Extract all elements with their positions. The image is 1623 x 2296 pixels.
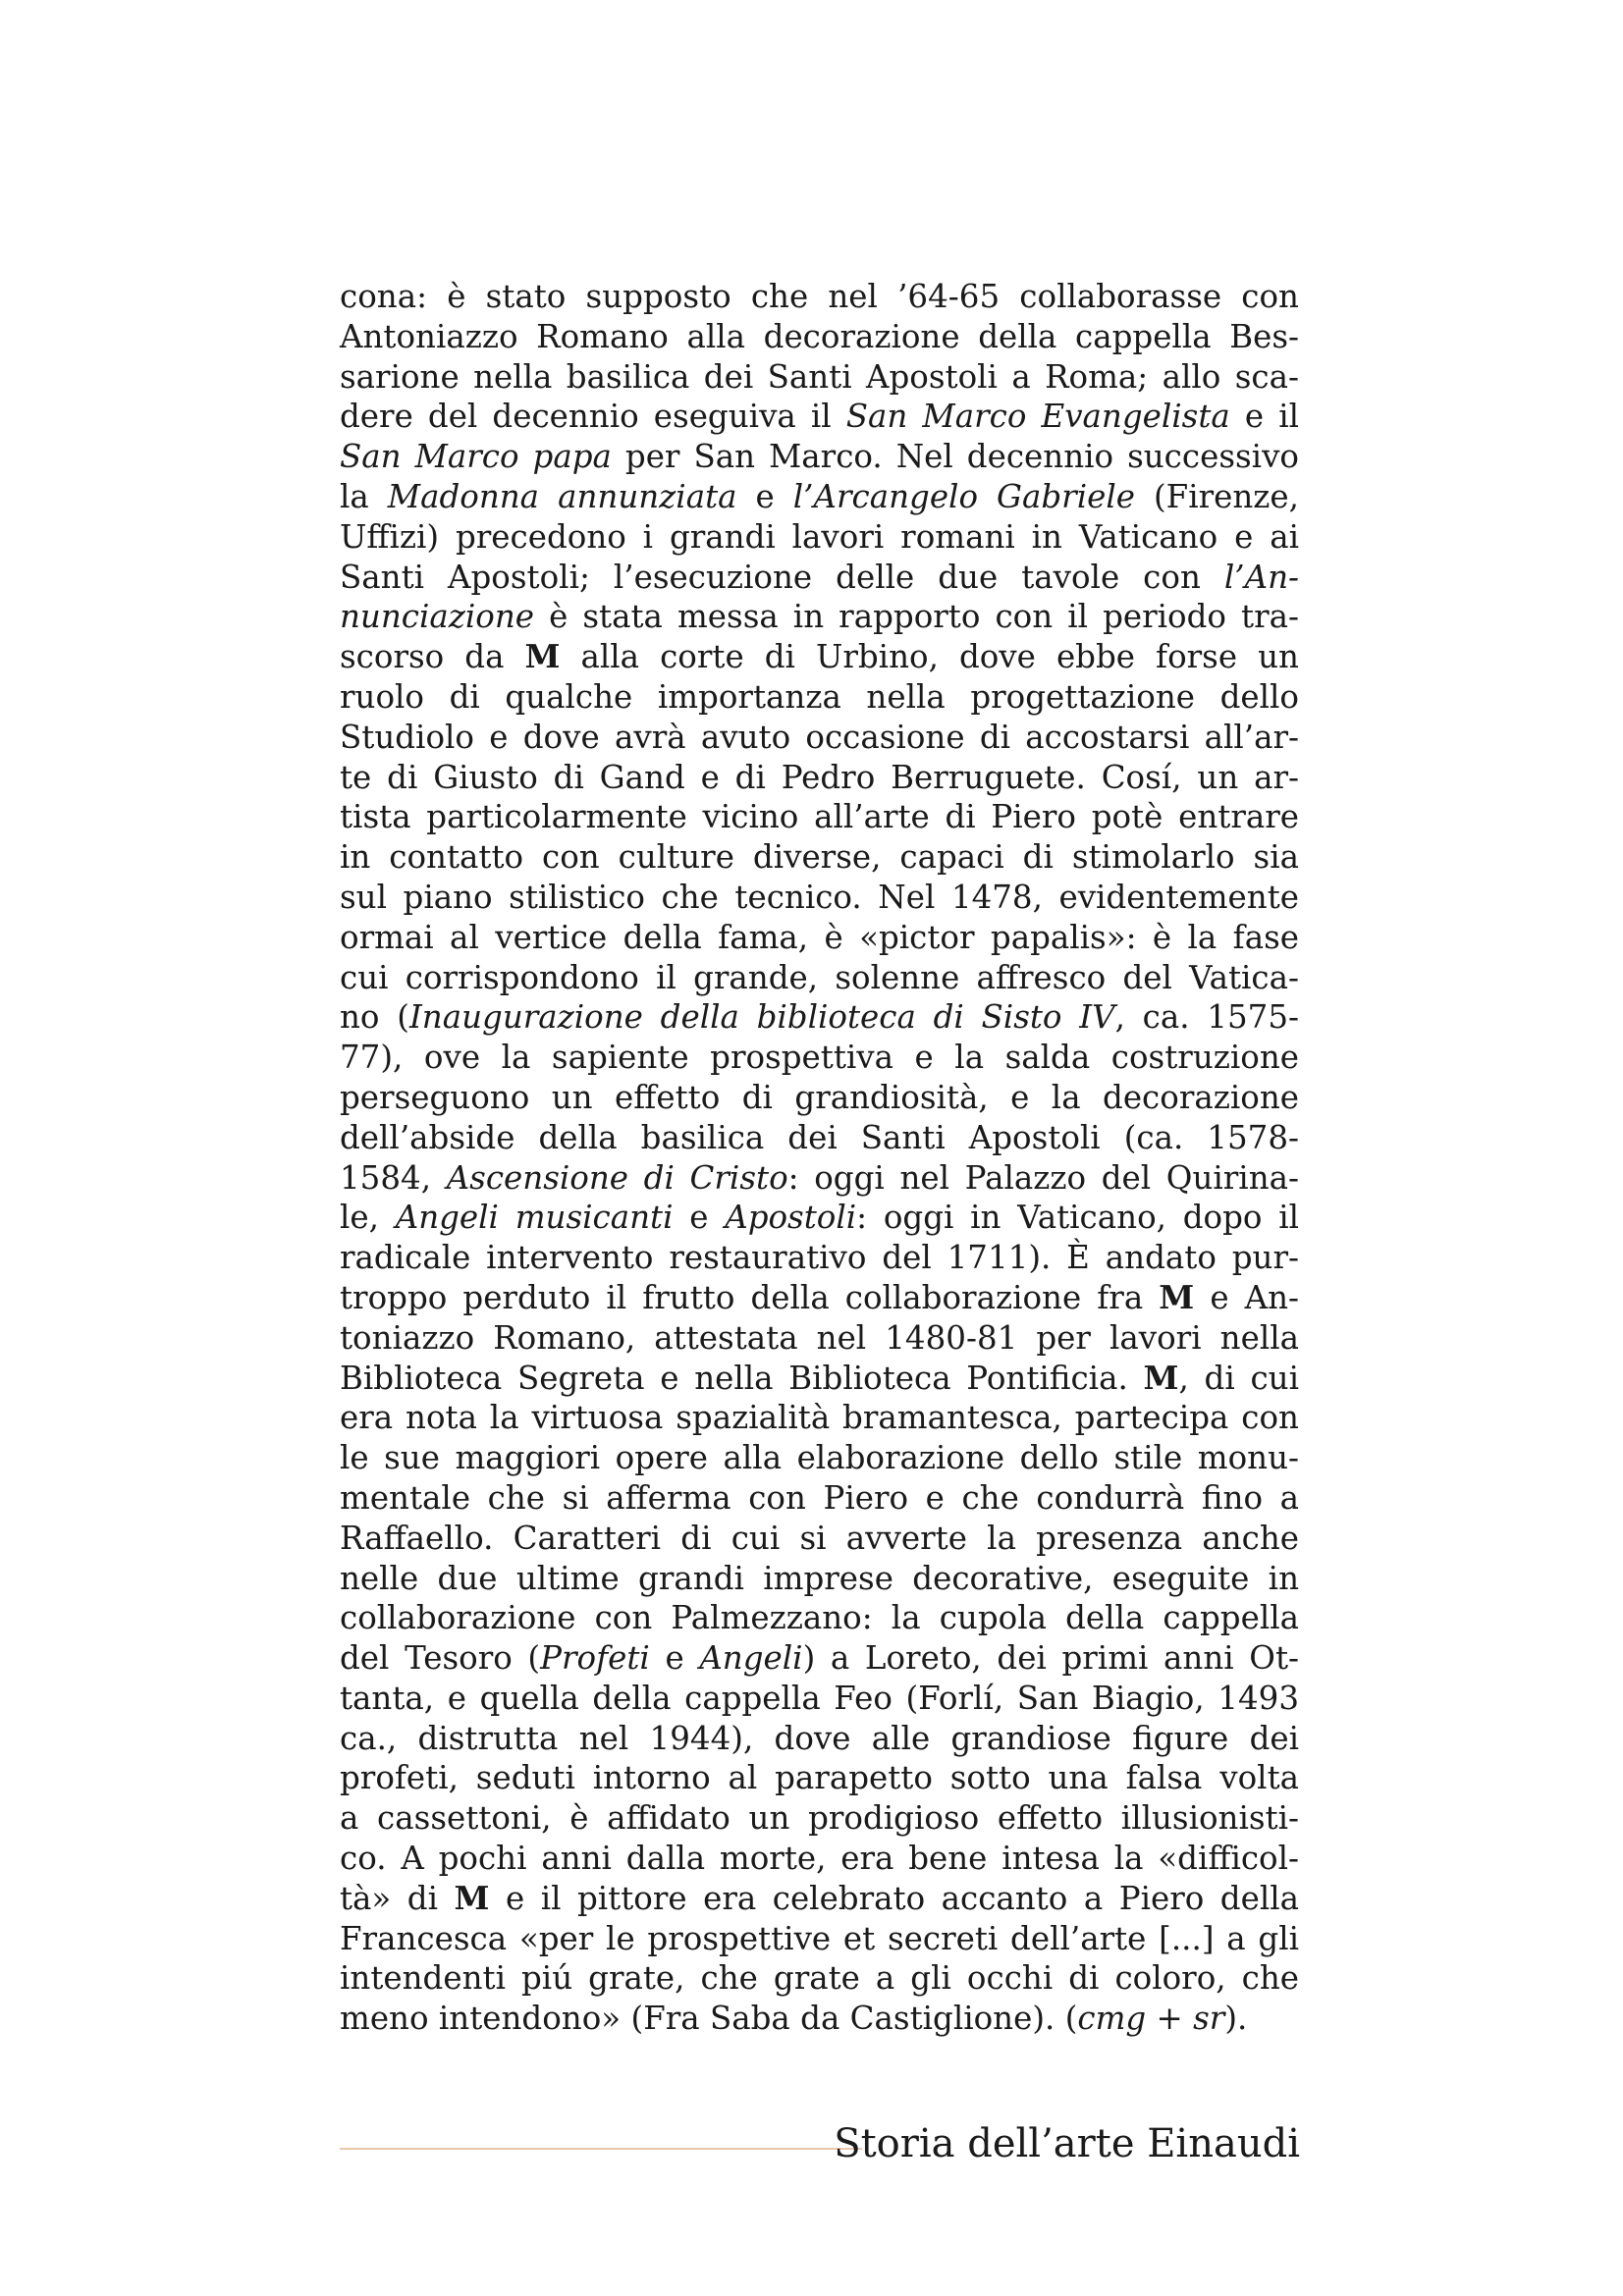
text-segment: Francesca «per le prospettive et secreti dell’arte [...] a gli — [340, 1919, 1299, 1957]
text-line — [340, 837, 1299, 878]
text-line — [340, 718, 1299, 758]
text-line — [340, 918, 1299, 958]
text-segment: per San Marco. Nel decennio successivo — [611, 438, 1299, 476]
text-line — [340, 1359, 1299, 1399]
italic-text: Ascensione di Cristo — [446, 1158, 788, 1197]
text-line — [340, 317, 1299, 357]
text-segment: : oggi nel Palazzo del Quirina- — [787, 1158, 1299, 1197]
italic-text: Apostoli — [725, 1199, 857, 1237]
text-line — [340, 558, 1299, 598]
text-line — [340, 1999, 1299, 2039]
text-line — [340, 437, 1299, 477]
italic-text: Profeti — [540, 1639, 650, 1678]
text-segment: ) a Loreto, dei primi anni Ot- — [802, 1639, 1299, 1678]
text-line — [340, 1679, 1299, 1719]
italic-text: nunciazione — [340, 598, 535, 636]
text-segment: 77), ove la sapiente prospettiva e la salda costruzione — [340, 1039, 1299, 1077]
text-line — [340, 1038, 1299, 1078]
text-line — [340, 1879, 1299, 1919]
text-segment: ca., distrutta nel 1944), dove alle grandiose figure dei — [340, 1719, 1299, 1757]
text-segment: e il pittore era celebrato accanto a Piero della — [489, 1879, 1299, 1917]
text-segment: ruolo di qualche importanza nella progettazione dello — [340, 677, 1299, 716]
text-segment: , ca. 1575- — [1114, 998, 1299, 1037]
text-segment: sarione nella basilica dei Santi Apostoli a Roma; allo sca- — [340, 357, 1299, 396]
text-segment: dell’abside della basilica dei Santi Apostoli (ca. 1578- — [340, 1118, 1299, 1156]
text-line — [340, 1598, 1299, 1638]
text-segment: Antoniazzo Romano alla decorazione della cappella Bes- — [340, 317, 1299, 355]
text-segment: e il — [1229, 398, 1300, 436]
text-line — [340, 878, 1299, 918]
text-line — [340, 477, 1299, 517]
text-line — [340, 1118, 1299, 1158]
text-segment: ). — [1224, 2000, 1248, 2038]
text-line — [340, 397, 1299, 437]
text-line — [340, 1238, 1299, 1278]
text-segment: , di cui — [1178, 1359, 1299, 1397]
text-segment: meno intendono» (Fra Saba da Castiglione). ( — [340, 2000, 1078, 2038]
text-segment: le, — [340, 1199, 396, 1237]
text-segment: tà» di — [340, 1879, 455, 1917]
text-segment: ormai al vertice della fama, è «pictor papalis»: è la fase — [340, 918, 1299, 956]
text-segment: Studiolo e dove avrà avuto occasione di accostarsi all’ar- — [340, 718, 1299, 756]
text-segment: era nota la virtuosa spazialità bramantesca, partecipa con — [340, 1399, 1299, 1437]
bold-text: M — [1159, 1277, 1195, 1316]
text-line — [340, 1078, 1299, 1118]
text-line — [340, 958, 1299, 998]
text-line — [340, 1519, 1299, 1559]
text-segment: le sue maggiori opere alla elaborazione dello stile monu- — [340, 1439, 1299, 1477]
italic-text: l’An- — [1223, 558, 1299, 596]
text-line — [340, 1919, 1299, 1959]
text-line — [340, 1398, 1299, 1438]
text-segment: Uffizi) precedono i grandi lavori romani in Vaticano e ai — [340, 517, 1299, 556]
text-line — [340, 1438, 1299, 1478]
text-line — [340, 1278, 1299, 1318]
italic-text: Angeli musicanti — [395, 1199, 674, 1237]
italic-text: San Marco papa — [340, 438, 612, 476]
text-line — [340, 1719, 1299, 1759]
text-segment: Santi Apostoli; l’esecuzione delle due tavole con — [340, 558, 1224, 596]
text-line — [340, 797, 1299, 837]
text-line — [340, 1318, 1299, 1359]
bold-text: M — [1143, 1358, 1179, 1397]
text-segment: nelle due ultime grandi imprese decorative, eseguite in — [340, 1559, 1299, 1597]
text-line — [340, 1478, 1299, 1519]
text-line — [340, 637, 1299, 677]
footer-title: Storia dell’arte Einaudi — [834, 2121, 1300, 2166]
text-line — [340, 1839, 1299, 1879]
text-line — [340, 997, 1299, 1038]
text-line — [340, 517, 1299, 558]
text-segment: e — [673, 1199, 726, 1237]
text-segment: sul piano stilistico che tecnico. Nel 1478, evidentemente — [340, 878, 1299, 916]
text-segment: e An- — [1194, 1278, 1300, 1316]
text-line — [340, 1559, 1299, 1599]
text-segment: collaborazione con Palmezzano: la cupola della cappella — [340, 1599, 1299, 1637]
text-segment: e — [649, 1639, 700, 1678]
italic-text: San Marco Evangelista — [845, 398, 1230, 436]
text-line — [340, 597, 1299, 637]
text-segment: cui corrispondono il grande, solenne affresco del Vatica- — [340, 958, 1299, 996]
text-segment: mentale che si afferma con Piero e che condurrà fino a — [340, 1478, 1299, 1517]
text-segment: te di Giusto di Gand e di Pedro Berruguete. Cosí, un ar- — [340, 758, 1299, 796]
text-segment: Biblioteca Segreta e nella Biblioteca Pontificia. — [340, 1359, 1144, 1397]
text-segment: troppo perduto il frutto della collaborazione fra — [340, 1278, 1160, 1316]
italic-text: Madonna annunziata — [387, 477, 737, 515]
bold-text: M — [454, 1878, 490, 1917]
italic-text: Inaugurazione della biblioteca di Sisto IV — [408, 998, 1115, 1037]
text-line — [340, 758, 1299, 798]
text-segment: profeti, seduti intorno al parapetto sotto una falsa volta — [340, 1759, 1299, 1797]
italic-text: l’Arcangelo Gabriele — [792, 477, 1135, 515]
text-segment: alla corte di Urbino, dove ebbe forse un — [560, 638, 1299, 676]
text-segment: è stata messa in rapporto con il periodo tra- — [534, 598, 1299, 636]
text-segment: perseguono un effetto di grandiosità, e la decorazione — [340, 1078, 1299, 1116]
text-segment: toniazzo Romano, attestata nel 1480-81 per lavori nella — [340, 1318, 1299, 1357]
text-segment: cona: è stato supposto che nel ’64-65 collaborasse con — [340, 278, 1299, 315]
text-line — [340, 357, 1299, 398]
text-segment: : oggi in Vaticano, dopo il — [856, 1199, 1299, 1237]
text-segment: e — [736, 477, 793, 515]
text-segment: a cassettoni, è affidato un prodigioso effetto illusionisti- — [340, 1799, 1299, 1838]
text-segment: tanta, e quella della cappella Feo (Forlí, San Biagio, 1493 — [340, 1679, 1299, 1717]
text-segment: scorso da — [340, 638, 525, 676]
text-segment: co. A pochi anni dalla morte, era bene intesa la «difficol- — [340, 1840, 1299, 1878]
text-segment: no ( — [340, 998, 409, 1037]
text-segment: del Tesoro ( — [340, 1639, 541, 1678]
footer-rule — [340, 2148, 862, 2150]
text-segment: tista particolarmente vicino all’arte di Piero potè entrare — [340, 798, 1299, 836]
text-line — [340, 1758, 1299, 1798]
text-segment: in contatto con culture diverse, capaci di stimolarlo sia — [340, 838, 1299, 877]
text-segment: dere del decennio eseguiva il — [340, 398, 846, 436]
text-line — [340, 1158, 1299, 1199]
text-line — [340, 1638, 1299, 1679]
text-line — [340, 1798, 1299, 1839]
text-segment: 1584, — [340, 1158, 447, 1197]
text-segment: Raffaello. Caratteri di cui si avverte la presenza anche — [340, 1519, 1299, 1557]
text-line — [340, 1198, 1299, 1238]
italic-text: cmg + sr — [1077, 2000, 1225, 2038]
bold-text: M — [524, 637, 561, 676]
text-segment: (Firenze, — [1134, 477, 1299, 515]
article-body — [340, 277, 1299, 2039]
italic-text: Angeli — [699, 1639, 803, 1678]
text-segment: la — [340, 477, 388, 515]
text-segment: intendenti piú grate, che grate a gli occhi di coloro, che — [340, 1959, 1299, 1998]
text-segment: radicale intervento restaurativo del 1711). È andato pur- — [340, 1239, 1299, 1277]
text-line — [340, 1958, 1299, 1999]
text-line — [340, 677, 1299, 718]
text-line — [340, 277, 1299, 317]
